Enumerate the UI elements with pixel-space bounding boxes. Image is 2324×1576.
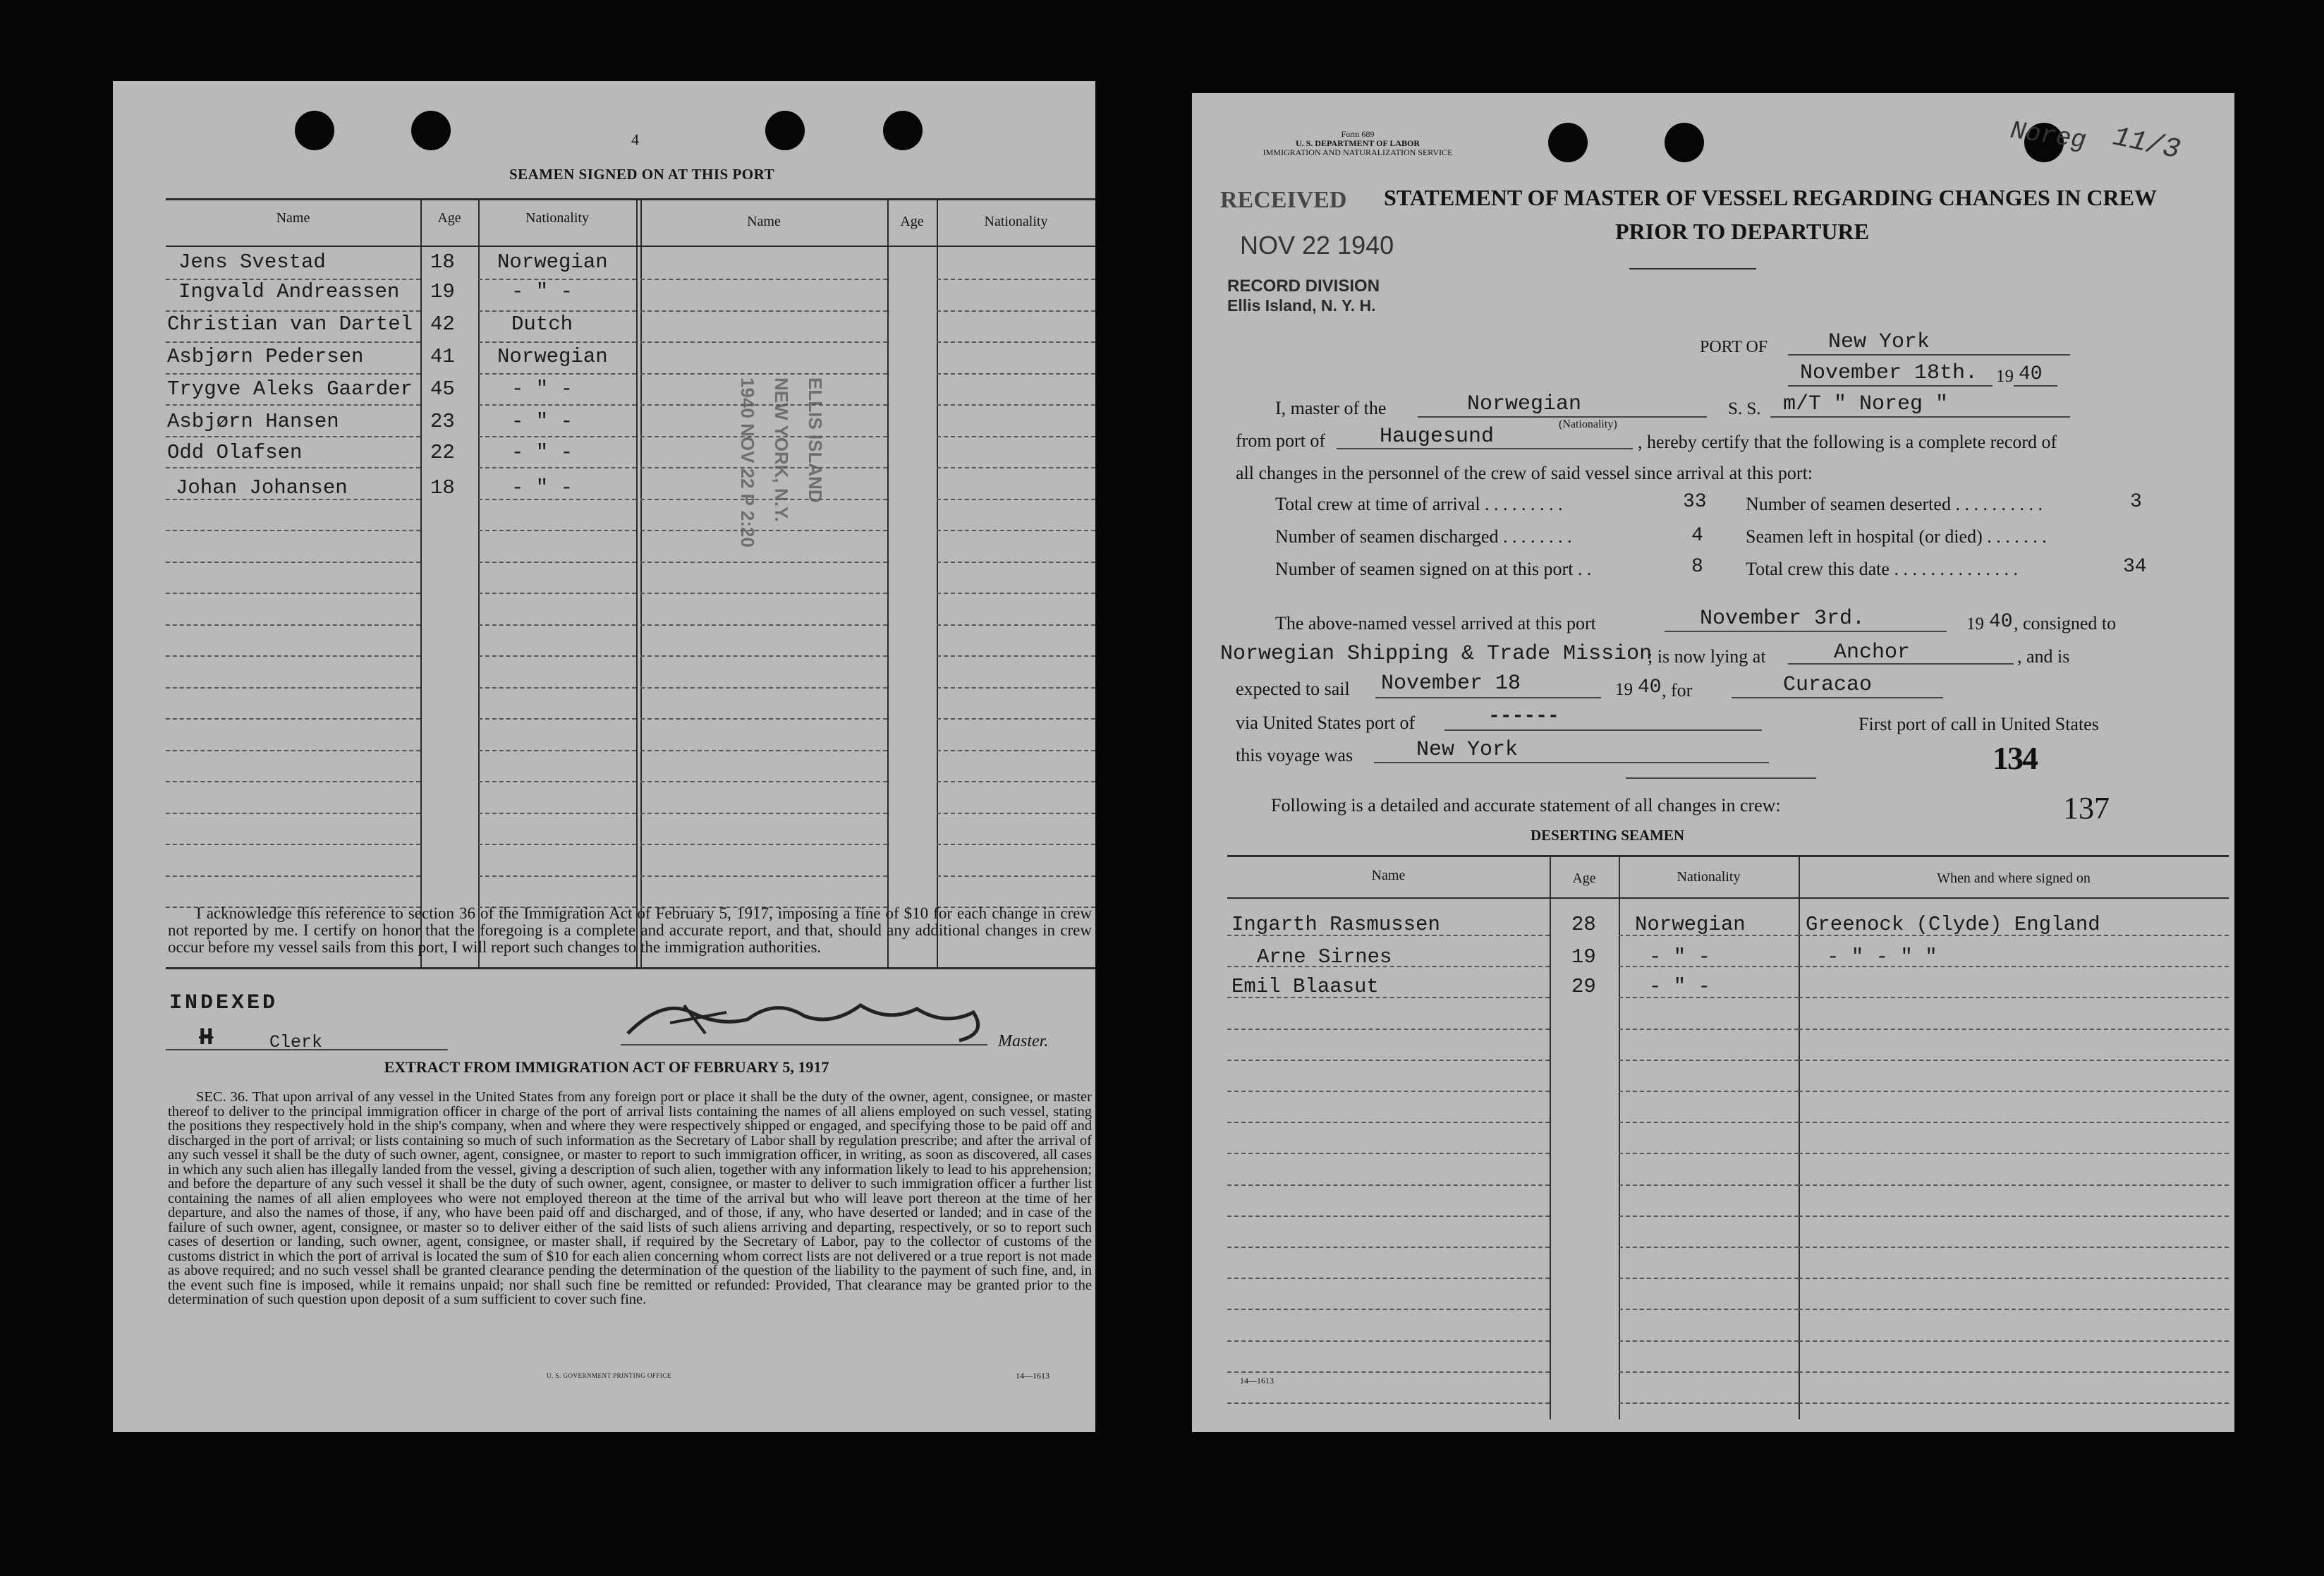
seaman-age: 23 xyxy=(430,410,455,433)
lying-at: Anchor xyxy=(1834,641,1911,665)
ruling-line xyxy=(166,718,420,720)
seaman-age: 18 xyxy=(430,476,455,499)
ruling-line xyxy=(937,373,1095,375)
ruling-line xyxy=(478,530,636,531)
deserter-name: Ingarth Rasmussen xyxy=(1231,913,1440,936)
seaman-name: Trygve Aleks Gaarder xyxy=(167,377,413,401)
deserter-nationality: - " - xyxy=(1649,975,1711,998)
stat-hospital: Seamen left in hospital (or died) . . . . . . . xyxy=(1746,526,2047,547)
ss-label: S. S. xyxy=(1728,399,1761,418)
stat-discharged: Number of seamen discharged . . . . . . . . xyxy=(1275,526,1572,547)
ruling-line xyxy=(937,436,1095,437)
ruling-line xyxy=(1799,1402,2229,1404)
ruling-line xyxy=(166,467,420,468)
stat-total-crew-arrival-value: 33 xyxy=(1683,491,1707,513)
ruling-line xyxy=(1619,1184,1799,1186)
extract-text: SEC. 36. That upon arrival of any vessel in the United States from any foreign port or place it shall be the duty of the owner, agent, consignee, or master thereof to deliver to the principal immigration officer in charge of the port of arrival lists containing the names of all aliens employed on such vessel, stating the positions they respectively hold in the ship's company, when and where they were respectively shipped or engaged, and specifying those to be paid off and discharged in the port of arrival; or lists containing so much of such information as the Secretary of Labor shall by regulation prescribe; and after the arrival of any such vessel it shall be the duty of such owner, agent, consignee, or master to report to such immigration officer, in writing, as soon as discovered, all cases in which any such alien has illegally landed from the vessel, giving a description of such alien, together with any information likely to lead to his apprehension; and before the departure of any such vessel it shall be the duty of such owner, agent, consignee, or master to deliver to such immigration officer a further list containing the names of all alien employees who were not employed thereon at the time of the arrival but who will leave port thereon at the time of her departure, and also the names of those, if any, who have been paid off and discharged, and of those, if any, who have deserted or landed; and in case of the failure of such owner, agent, consignee, or master so to deliver either of the said lists of such aliens arriving and departing, respectively, or so to report such cases of desertion or landing, such owner, agent, consignee, or master shall, if required by the Secretary of Labor, pay to the collector of customs of the customs district in which the port of arrival is located the sum of $10 for each alien concerning whom correct lists are not delivered or a true report is not made as above required; and no such vessel shall be granted clearance pending the determination of the question of the liability to the payment of such fine, and, in the event such fine is imposed, while it remains unpaid; nor shall such fine be remitted or refunded: Provided, That clearance may be granted prior to the determination of such question upon deposit of a sum sufficient to cover such fine. xyxy=(168,1089,1092,1307)
punch-hole xyxy=(765,111,805,150)
master-label: Master. xyxy=(998,1032,1049,1050)
column-header-age: Age xyxy=(437,210,461,226)
handwritten-number: 11/3 xyxy=(2110,121,2183,167)
ruling-line xyxy=(478,781,636,782)
acknowledgement-text: I acknowledge this reference to section 36 of the Immigration Act of February 5, 1917, imposing a fine of $10 for each change in crew not reported by me. I certify on honor that the foregoing is a complete and accurate report, and that, should any additional changes in crew occur before my vessel sails from this port, I will report such changes to the immigration authorities. xyxy=(168,904,1092,956)
ruling-line xyxy=(1227,1216,1550,1217)
seaman-name: Christian van Dartel xyxy=(167,313,413,336)
ruling-line xyxy=(1227,1247,1550,1248)
column-header-nationality-2: Nationality xyxy=(984,214,1048,229)
ruling-line xyxy=(1227,1184,1550,1186)
column-header-age-2: Age xyxy=(900,214,924,229)
ruling-line xyxy=(166,655,420,657)
ruling-line xyxy=(937,593,1095,594)
ruling-line xyxy=(478,467,636,468)
received-stamp-label: RECEIVED xyxy=(1220,187,1347,213)
deserter-signed-on: - " - " " xyxy=(1827,945,1937,969)
deserter-signed-on: Greenock (Clyde) England xyxy=(1806,913,2100,936)
ruling-line xyxy=(1227,1402,1550,1404)
arrived-year-suffix: 40 xyxy=(1989,611,2013,633)
seaman-name: Jens Svestad xyxy=(178,250,326,274)
ruling-line xyxy=(937,530,1095,531)
deserter-name: Arne Sirnes xyxy=(1257,945,1392,969)
ruling-line xyxy=(166,781,420,782)
punch-hole xyxy=(411,111,451,150)
vessel-nationality: Norwegian xyxy=(1467,392,1582,416)
seaman-nationality: - " - xyxy=(511,377,573,401)
seaman-age: 18 xyxy=(430,250,455,274)
ruling-line xyxy=(1227,1122,1550,1123)
ruling-line xyxy=(1799,1278,2229,1279)
consigned-text: , consigned to xyxy=(2014,613,2117,634)
ruling-line xyxy=(1227,1060,1550,1061)
seaman-nationality: Dutch xyxy=(511,313,573,336)
ruling-line xyxy=(478,875,636,877)
ruling-line xyxy=(1227,1091,1550,1092)
statement-year-suffix: 40 xyxy=(2019,363,2043,385)
sail-year-suffix: 40 xyxy=(1638,677,1662,698)
ruling-line xyxy=(166,687,420,689)
indexed-stamp: INDEXED xyxy=(169,991,279,1015)
deserting-seamen-title: DESERTING SEAMEN xyxy=(1531,827,1685,844)
stat-total-crew-arrival: Total crew at time of arrival . . . . . . . . . xyxy=(1275,494,1563,514)
ruling-line xyxy=(640,875,887,877)
right-page xyxy=(1192,93,2234,1432)
seaman-nationality: Norwegian xyxy=(497,250,608,274)
ruling-line xyxy=(640,279,887,280)
first-port-value: New York xyxy=(1416,738,1519,762)
ruling-line xyxy=(478,436,636,437)
ruling-line xyxy=(1799,1091,2229,1092)
stamp-number-old: 134 xyxy=(1993,740,2037,776)
master-of-label: I, master of the xyxy=(1275,398,1387,418)
seaman-age: 45 xyxy=(430,377,455,401)
ruling-line xyxy=(166,844,420,845)
stat-total-crew-date: Total crew this date . . . . . . . . . . . . . . xyxy=(1746,559,2018,579)
column-header-name-2: Name xyxy=(747,214,781,229)
via-text: via United States port of xyxy=(1236,713,1416,733)
handwritten-corner-note: Noreg xyxy=(2008,116,2088,156)
ruling-line xyxy=(1619,1216,1799,1217)
ruling-line xyxy=(478,750,636,751)
punch-hole xyxy=(883,111,923,150)
ruling-line xyxy=(1227,1278,1550,1279)
expected-text: expected to sail xyxy=(1236,679,1350,699)
and-is-text: , and is xyxy=(2017,646,2070,667)
stat-total-crew-date-value: 34 xyxy=(2123,556,2147,578)
sail-date: November 18 xyxy=(1381,672,1521,696)
stat-signed-on-value: 8 xyxy=(1691,556,1703,578)
left-page xyxy=(113,81,1095,1432)
ruling-line xyxy=(1227,1340,1550,1342)
ruling-line xyxy=(1227,1371,1550,1373)
ruling-line xyxy=(640,781,887,782)
first-port-text: First port of call in United States xyxy=(1858,714,2099,734)
punch-hole xyxy=(1548,123,1588,162)
ruling-line xyxy=(937,718,1095,720)
seaman-nationality: Norwegian xyxy=(497,345,608,368)
seaman-age: 22 xyxy=(430,441,455,464)
form-header: Form 689 U. S. DEPARTMENT OF LABOR IMMIGRATION AND NATURALIZATION SERVICE xyxy=(1263,129,1453,157)
left-page-title: SEAMEN SIGNED ON AT THIS PORT xyxy=(509,166,775,183)
arrived-date: November 3rd. xyxy=(1700,607,1866,631)
ruling-line xyxy=(166,310,420,312)
ruling-line xyxy=(937,310,1095,312)
seaman-nationality: - " - xyxy=(511,441,573,464)
voyage-text: this voyage was xyxy=(1236,745,1353,765)
ruling-line xyxy=(1619,1371,1799,1373)
ruling-line xyxy=(937,687,1095,689)
deserter-nationality: - " - xyxy=(1649,945,1711,969)
deserter-column-nationality: Nationality xyxy=(1677,869,1741,885)
ruling-line xyxy=(1799,1247,2229,1248)
ruling-line xyxy=(478,373,636,375)
ruling-line xyxy=(937,404,1095,406)
ruling-line xyxy=(1619,1153,1799,1154)
from-port-label: from port of xyxy=(1236,430,1326,451)
arrived-text: The above-named vessel arrived at this port xyxy=(1275,613,1596,634)
seaman-age: 41 xyxy=(430,345,455,368)
ruling-line xyxy=(640,750,887,751)
stat-signed-on: Number of seamen signed on at this port . . xyxy=(1275,559,1592,579)
seaman-nationality: - " - xyxy=(511,410,573,433)
ruling-line xyxy=(1619,1402,1799,1404)
ruling-line xyxy=(937,750,1095,751)
ruling-line xyxy=(937,875,1095,877)
form-title-line2: PRIOR TO DEPARTURE xyxy=(1615,219,1869,244)
deserter-age: 28 xyxy=(1571,913,1596,936)
ruling-line xyxy=(1799,1060,2229,1061)
seaman-age: 19 xyxy=(430,280,455,303)
ruling-line xyxy=(166,750,420,751)
ruling-line xyxy=(1799,997,2229,998)
certify-text: , hereby certify that the following is a complete record of xyxy=(1638,432,2057,452)
ruling-line xyxy=(478,593,636,594)
ruling-line xyxy=(166,373,420,375)
ruling-line xyxy=(640,341,887,343)
ruling-line xyxy=(478,310,636,312)
deserter-name: Emil Blaasut xyxy=(1231,975,1379,998)
nationality-caption: (Nationality) xyxy=(1559,418,1617,430)
ruling-line xyxy=(166,875,420,877)
ruling-line xyxy=(478,624,636,626)
ruling-line xyxy=(640,718,887,720)
ruling-line xyxy=(640,655,887,657)
deserter-column-name: Name xyxy=(1371,868,1406,883)
statement-date: November 18th. xyxy=(1800,361,1978,385)
stat-discharged-value: 4 xyxy=(1691,525,1703,547)
ruling-line xyxy=(937,467,1095,468)
ruling-line xyxy=(640,844,887,845)
ruling-line xyxy=(1799,1340,2229,1342)
ruling-line xyxy=(640,310,887,312)
ruling-line xyxy=(1799,1122,2229,1123)
ruling-line xyxy=(478,341,636,343)
destination: Curacao xyxy=(1783,673,1873,697)
punch-hole xyxy=(1665,123,1704,162)
ruling-line xyxy=(478,562,636,563)
ruling-line xyxy=(478,655,636,657)
stamp-number-new: 137 xyxy=(2063,791,2110,825)
ruling-line xyxy=(937,624,1095,626)
port-of-label: PORT OF xyxy=(1700,338,1768,356)
clerk-initials: H xyxy=(199,1025,214,1052)
master-signature xyxy=(621,984,1016,1048)
printer-line: U. S. GOVERNMENT PRINTING OFFICE xyxy=(547,1372,671,1379)
ruling-line xyxy=(1799,1153,2229,1154)
ruling-line xyxy=(1619,1340,1799,1342)
deserter-age: 29 xyxy=(1571,975,1596,998)
ruling-line xyxy=(937,279,1095,280)
ruling-line xyxy=(166,813,420,814)
ruling-line xyxy=(937,499,1095,500)
lying-text: ; is now lying at xyxy=(1648,646,1766,667)
statement-year-prefix: 19 xyxy=(1996,367,2014,386)
clerk-label: Clerk xyxy=(269,1032,323,1053)
for-text: , for xyxy=(1662,680,1693,701)
column-header-nationality: Nationality xyxy=(525,210,589,226)
from-port-value: Haugesund xyxy=(1380,425,1495,449)
ellis-island-vertical-stamp: ELLIS ISLAND NEW YORK, N.Y. 1940 NOV 22 P 2:20 xyxy=(737,377,826,547)
seaman-nationality: - " - xyxy=(511,280,573,303)
form-code-left: 14—1613 xyxy=(1016,1371,1050,1381)
ruling-line xyxy=(640,687,887,689)
ruling-line xyxy=(1619,1122,1799,1123)
seaman-name: Odd Olafsen xyxy=(167,441,303,464)
deserter-column-age: Age xyxy=(1572,871,1596,886)
ruling-line xyxy=(166,341,420,343)
consignee: Norwegian Shipping & Trade Mission xyxy=(1220,642,1653,666)
all-changes-text: all changes in the personnel of the crew of said vessel since arrival at this port: xyxy=(1236,463,1813,483)
seaman-name: Johan Johansen xyxy=(176,476,348,499)
ruling-line xyxy=(478,844,636,845)
ellis-island-stamp: Ellis Island, N. Y. H. xyxy=(1227,296,1376,315)
ruling-line xyxy=(166,624,420,626)
ruling-line xyxy=(478,718,636,720)
ruling-line xyxy=(166,404,420,406)
extract-title: EXTRACT FROM IMMIGRATION ACT OF FEBRUARY 5, 1917 xyxy=(384,1058,829,1076)
ruling-line xyxy=(166,593,420,594)
ruling-line xyxy=(937,781,1095,782)
ruling-line xyxy=(1619,1309,1799,1310)
ruling-line xyxy=(478,404,636,406)
ruling-line xyxy=(166,562,420,563)
form-code-right: 14—1613 xyxy=(1240,1376,1274,1386)
seaman-name: Asbjørn Pedersen xyxy=(167,345,364,368)
stat-deserted: Number of seamen deserted . . . . . . . . . . xyxy=(1746,494,2043,514)
via-port: ------ xyxy=(1488,705,1559,727)
ruling-line xyxy=(1619,1060,1799,1061)
ruling-line xyxy=(478,813,636,814)
ruling-line xyxy=(1799,1184,2229,1186)
received-stamp-date: NOV 22 1940 xyxy=(1240,231,1394,260)
deserter-column-signed-on: When and where signed on xyxy=(1937,871,2091,886)
ruling-line xyxy=(1799,1309,2229,1310)
ruling-line xyxy=(937,813,1095,814)
ruling-line xyxy=(1619,1091,1799,1092)
ruling-line xyxy=(937,655,1095,657)
ruling-line xyxy=(937,844,1095,845)
following-text: Following is a detailed and accurate statement of all changes in crew: xyxy=(1271,795,1781,816)
seaman-name: Asbjørn Hansen xyxy=(167,410,339,433)
ruling-line xyxy=(1619,1029,1799,1030)
ruling-line xyxy=(166,436,420,437)
ruling-line xyxy=(1227,1153,1550,1154)
ruling-line xyxy=(1227,1309,1550,1310)
stat-deserted-value: 3 xyxy=(2130,491,2142,513)
deserter-age: 19 xyxy=(1571,945,1596,969)
ruling-line xyxy=(478,687,636,689)
ruling-line xyxy=(166,530,420,531)
column-header-name: Name xyxy=(276,210,310,226)
ruling-line xyxy=(937,341,1095,343)
seaman-age: 42 xyxy=(430,313,455,336)
sail-year-prefix: 19 xyxy=(1615,680,1633,699)
seaman-nationality: - " - xyxy=(511,476,573,499)
ruling-line xyxy=(640,373,887,375)
ruling-line xyxy=(1799,1029,2229,1030)
ruling-line xyxy=(1799,1371,2229,1373)
punch-hole xyxy=(295,111,334,150)
ruling-line xyxy=(640,813,887,814)
ruling-line xyxy=(1799,1216,2229,1217)
port-value: New York xyxy=(1828,330,1930,354)
ruling-line xyxy=(937,562,1095,563)
ruling-line xyxy=(1619,1247,1799,1248)
record-division-stamp: RECORD DIVISION xyxy=(1227,277,1380,296)
arrived-year-prefix: 19 xyxy=(1966,614,1984,634)
seaman-name: Ingvald Andreassen xyxy=(178,280,400,303)
form-title-line1: STATEMENT OF MASTER OF VESSEL REGARDING CHANGES IN CREW xyxy=(1384,185,2157,210)
deserter-nationality: Norwegian xyxy=(1635,913,1746,936)
ruling-line xyxy=(1227,1029,1550,1030)
page-number: 4 xyxy=(631,131,639,148)
ship-name: m/T " Noreg " xyxy=(1783,392,1949,416)
ruling-line xyxy=(1619,1278,1799,1279)
